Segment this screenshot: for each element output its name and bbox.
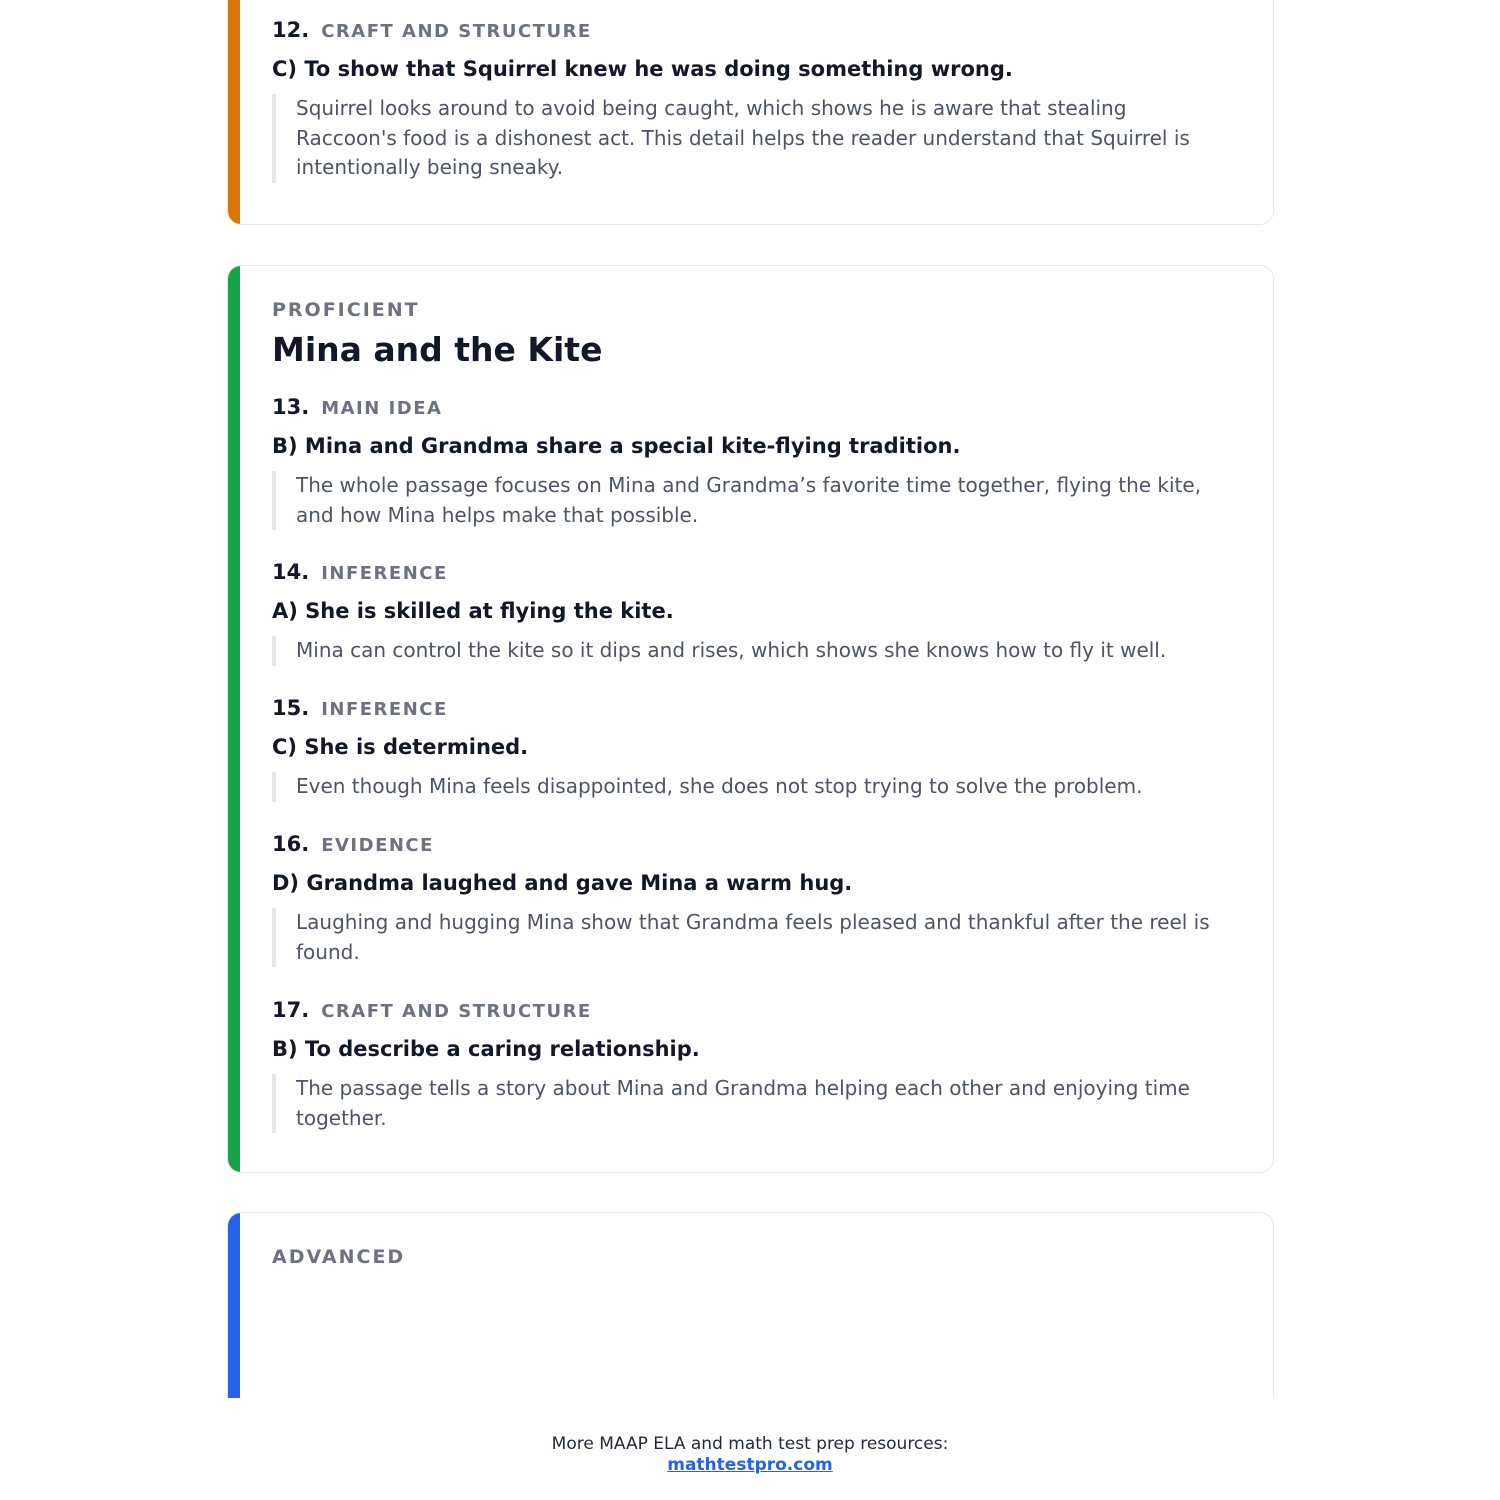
question-number: 14. [272, 560, 310, 584]
level-label: PROFICIENT [272, 299, 420, 321]
footer-text: More MAAP ELA and math test prep resources: [551, 1434, 949, 1454]
footer-link[interactable]: mathtestpro.com [667, 1455, 833, 1475]
correct-answer: A) She is skilled at flying the kite. [272, 599, 674, 623]
question-block [272, 560, 1233, 666]
question-number: 13. [272, 395, 310, 419]
answer-explanation: The whole passage focuses on Mina and Grandma’s favorite time together, flying the kite, and how Mina helps make that possible. [272, 471, 1232, 530]
level-color-bar [228, 1213, 240, 1412]
question-category: CRAFT AND STRUCTURE [321, 1001, 592, 1022]
question-block [272, 395, 1233, 530]
question-block [272, 696, 1233, 802]
question-category: INFERENCE [321, 699, 448, 720]
answer-explanation: Mina can control the kite so it dips and rises, which shows she knows how to fly it well. [272, 636, 1232, 666]
question-category: CRAFT AND STRUCTURE [321, 21, 592, 42]
level-color-bar [228, 0, 240, 224]
footer [0, 1434, 1500, 1476]
question-category: EVIDENCE [321, 835, 434, 856]
section-card-proficient [227, 265, 1274, 1173]
question-number: 16. [272, 832, 310, 856]
level-label: ADVANCED [272, 1246, 406, 1268]
correct-answer: C) She is determined. [272, 735, 529, 759]
question-block [272, 998, 1233, 1133]
section-card-advanced [227, 1212, 1274, 1412]
correct-answer: B) To describe a caring relationship. [272, 1037, 700, 1061]
answer-explanation: Squirrel looks around to avoid being caught, which shows he is aware that stealing Raccoon's food is a dishonest act. This detail helps the reader understand that Squirrel is intentionally being sneaky. [272, 94, 1232, 183]
correct-answer: D) Grandma laughed and gave Mina a warm hug. [272, 871, 853, 895]
question-category: INFERENCE [321, 563, 448, 584]
story-title: Mina and the Kite [272, 330, 603, 369]
question-block [272, 18, 1233, 183]
answer-explanation: Laughing and hugging Mina show that Grandma feels pleased and thankful after the reel is found. [272, 908, 1232, 967]
section-card-basic [227, 0, 1274, 225]
question-category: MAIN IDEA [321, 398, 443, 419]
question-block [272, 832, 1233, 967]
correct-answer: B) Mina and Grandma share a special kite-flying tradition. [272, 434, 961, 458]
question-number: 15. [272, 696, 310, 720]
question-number: 12. [272, 18, 310, 42]
answer-explanation: The passage tells a story about Mina and Grandma helping each other and enjoying time together. [272, 1074, 1232, 1133]
question-number: 17. [272, 998, 310, 1022]
answer-explanation: Even though Mina feels disappointed, she does not stop trying to solve the problem. [272, 772, 1232, 802]
level-color-bar [228, 266, 240, 1172]
correct-answer: C) To show that Squirrel knew he was doing something wrong. [272, 57, 1013, 81]
